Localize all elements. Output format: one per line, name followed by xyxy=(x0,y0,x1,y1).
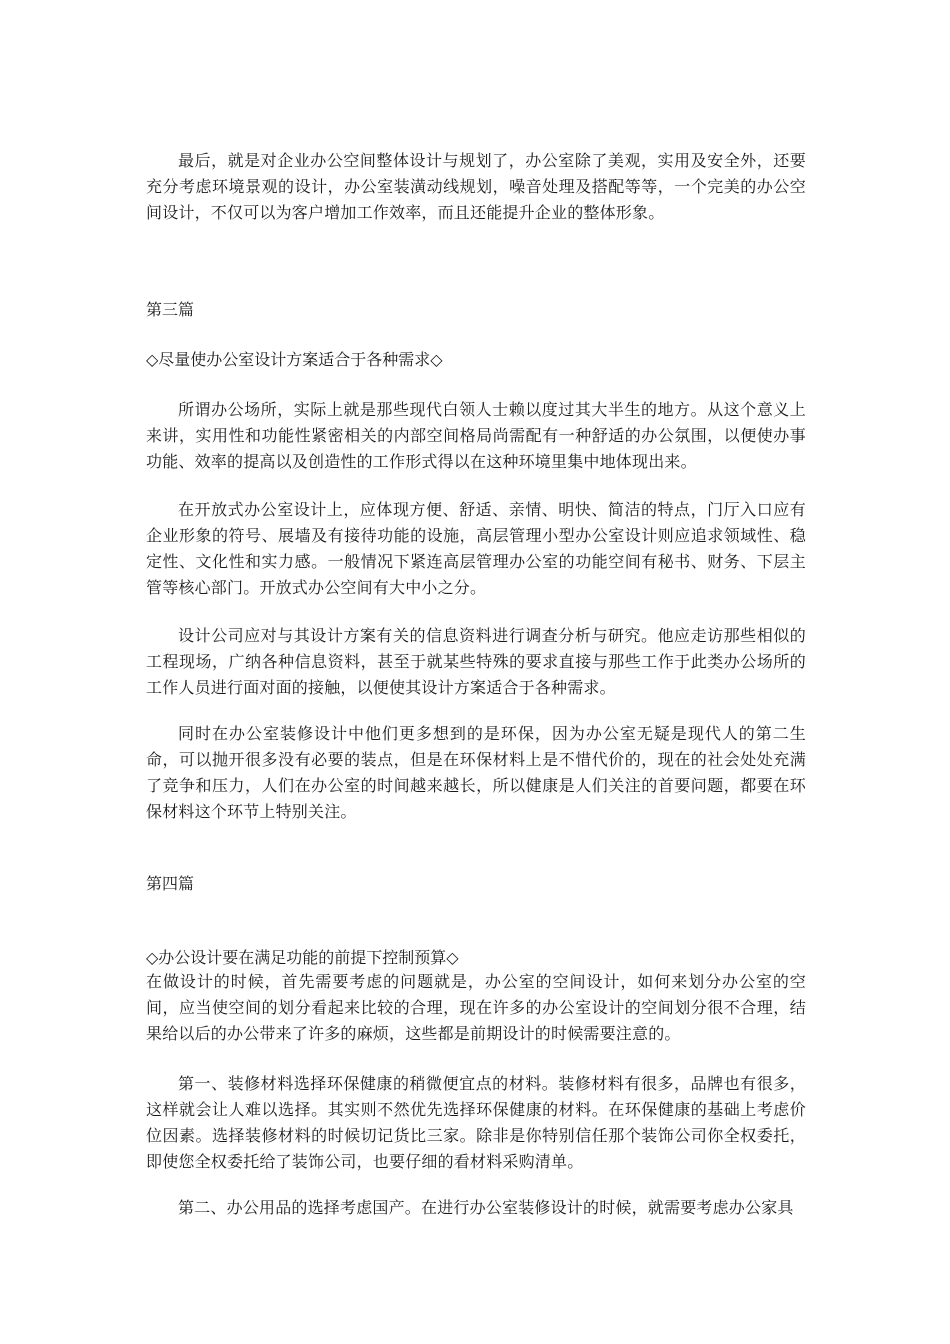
section-3-subtitle: ◇尽量使办公室设计方案适合于各种需求◇ xyxy=(146,350,443,369)
section-3-title: 第三篇 xyxy=(146,300,195,319)
intro-paragraph: 最后，就是对企业办公空间整体设计与规划了，办公室除了美观，实用及安全外，还要充分考虑环境景观的设计，办公室装潢动线规划，噪音处理及搭配等等，一个完美的办公空间设计，不仅可以为客户增加工作效率，而且还能提升企业的整体形象。 xyxy=(146,151,806,222)
section-4-paragraph: 第一、装修材料选择环保健康的稍微便宜点的材料。装修材料有很多，品牌也有很多，这样就会让人难以选择。其实则不然优先选择环保健康的材料。在环保健康的基础上考虑价位因素。选择装修材料的时候切记货比三家。除非是你特别信任那个装饰公司你全权委托，即使您全权委托给了装饰公司，也要仔细的看材料采购清单。 xyxy=(146,1074,806,1171)
section-4-lead-paragraph: 在做设计的时候，首先需要考虑的问题就是，办公室的空间设计，如何来划分办公室的空间，应当使空间的划分看起来比较的合理，现在许多的办公室设计的空间划分很不合理，结果给以后的办公带来了许多的麻烦，这些都是前期设计的时候需要注意的。 xyxy=(146,972,806,1043)
section-3-paragraph: 设计公司应对与其设计方案有关的信息资料进行调查分析与研究。他应走访那些相似的工程现场，广纳各种信息资料，甚至于就某些特殊的要求直接与那些工作于此类办公场所的工作人员进行面对面的接触，以便使其设计方案适合于各种需求。 xyxy=(146,626,806,697)
section-3-paragraph: 所谓办公场所，实际上就是那些现代白领人士赖以度过其大半生的地方。从这个意义上来讲，实用性和功能性紧密相关的内部空间格局尚需配有一种舒适的办公氛围，以便使办事功能、效率的提高以及创造性的工作形式得以在这种环境里集中地体现出来。 xyxy=(146,400,806,471)
section-3-paragraph: 在开放式办公室设计上，应体现方便、舒适、亲情、明快、简洁的特点，门厅入口应有企业形象的符号、展墙及有接待功能的设施，高层管理小型办公室设计则应追求领域性、稳定性、文化性和实力感。一般情况下紧连高层管理办公室的功能空间有秘书、财务、下层主管等核心部门。开放式办公空间有大中小之分。 xyxy=(146,500,806,597)
section-3-paragraph: 同时在办公室装修设计中他们更多想到的是环保，因为办公室无疑是现代人的第二生命，可以抛开很多没有必要的装点，但是在环保材料上是不惜代价的，现在的社会处处充满了竞争和压力，人们在办公室的时间越来越长，所以健康是人们关注的首要问题，都要在环保材料这个环节上特别关注。 xyxy=(146,724,806,821)
section-4-title: 第四篇 xyxy=(146,874,195,893)
section-4-subtitle: ◇办公设计要在满足功能的前提下控制预算◇ xyxy=(146,948,459,967)
section-4-paragraph: 第二、办公用品的选择考虑国产。在进行办公室装修设计的时候，就需要考虑办公家具 xyxy=(178,1198,794,1217)
